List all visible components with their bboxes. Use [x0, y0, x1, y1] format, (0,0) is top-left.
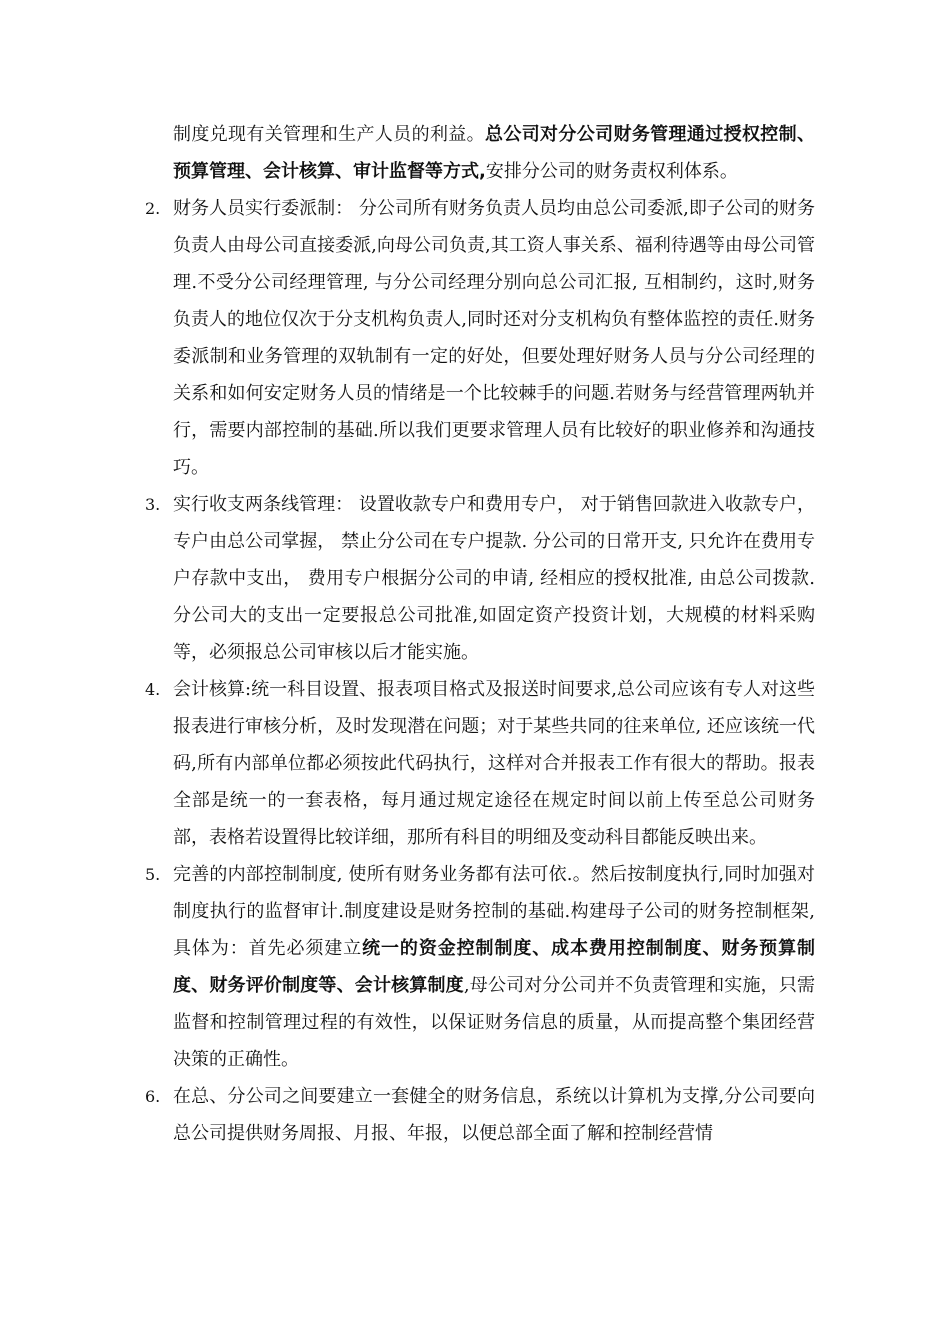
list-number: 4.: [145, 680, 161, 699]
paragraph-bold-text: 总公司对分公司财务管理通过授权控制、预算管理、会计核算、审计监督等方式,: [173, 124, 815, 182]
paragraph-text: 实行收支两条线管理： 设置收款专户和费用专户， 对于销售回款进入收款专户， 专户由总公司掌握， 禁止分公司在专户提款. 分公司的日常开支, 只允许在费用专户存款中支出， 费用专户根据分公司的申请, 经相应的授权批准, 由总公司拨款.分公司大的支出一定要报总公司批准,如固定资产投资计划，大规模的材料采购等，必须报总公司审核以后才能实施。: [173, 494, 815, 663]
list-number: 2.: [145, 199, 161, 218]
list-number: 6.: [145, 1087, 161, 1106]
paragraph-text: 制度兑现有关管理和生产人员的利益。: [173, 124, 485, 145]
paragraph-text: 会计核算:统一科目设置、报表项目格式及报送时间要求,总公司应该有专人对这些报表进行审核分析，及时发现潜在问题；对于某些共同的往来单位, 还应该统一代码,所有内部单位都必须按此代码执行，这样对合并报表工作有很大的帮助。报表全部是统一的一套表格，每月通过规定途径在规定时间以前上传至总公司财务部，表格若设置得比较详细，那所有科目的明细及变动科目都能反映出来。: [173, 679, 815, 848]
list-item-6: [145, 1078, 815, 1152]
list-number: 3.: [145, 495, 161, 514]
paragraph-text: 安排分公司的财务责权利体系。: [485, 161, 738, 182]
list-item-2: [145, 190, 815, 486]
paragraph-bold-text: 统一的资金控制制度、成本费用控制制度、财务预算制度、财务评价制度等、会计核算制度: [173, 938, 816, 996]
list-item-4: [145, 671, 815, 856]
document-body: [145, 116, 815, 1152]
paragraph-continuation: [145, 116, 815, 190]
list-item-5: [145, 856, 815, 1078]
list-number: 5.: [145, 865, 161, 884]
list-item-3: [145, 486, 815, 671]
paragraph-text: 财务人员实行委派制： 分公司所有财务负责人员均由总公司委派,即子公司的财务负责人由母公司直接委派,向母公司负责,其工资人事关系、福利待遇等由母公司管理.不受分公司经理管理, 与分公司经理分别向总公司汇报, 互相制约，这时,财务负责人的地位仅次于分支机构负责人,同时还对分支机构负有整体监控的责任.财务委派制和业务管理的双轨制有一定的好处，但要处理好财务人员与分公司经理的关系和如何安定财务人员的情绪是一个比较棘手的问题.若财务与经营管理两轨并行，需要内部控制的基础.所以我们更要求管理人员有比较好的职业修养和沟通技巧。: [173, 198, 815, 478]
paragraph-text: 完善的内部控制制度, 使所有财务业务都有法可依.。然后按制度执行,同时加强对制度执行的监督审计.制度建设是财务控制的基础.构建母子公司的财务控制框架,具体为：首先必须建立: [173, 864, 815, 959]
paragraph-text: 在总、分公司之间要建立一套健全的财务信息，系统以计算机为支撑,分公司要向总公司提供财务周报、月报、年报，以便总部全面了解和控制经营情: [173, 1086, 815, 1144]
paragraph-text: ,母公司对分公司并不负责管理和实施，只需监督和控制管理过程的有效性，以保证财务信息的质量，从而提高整个集团经营决策的正确性。: [173, 975, 815, 1070]
